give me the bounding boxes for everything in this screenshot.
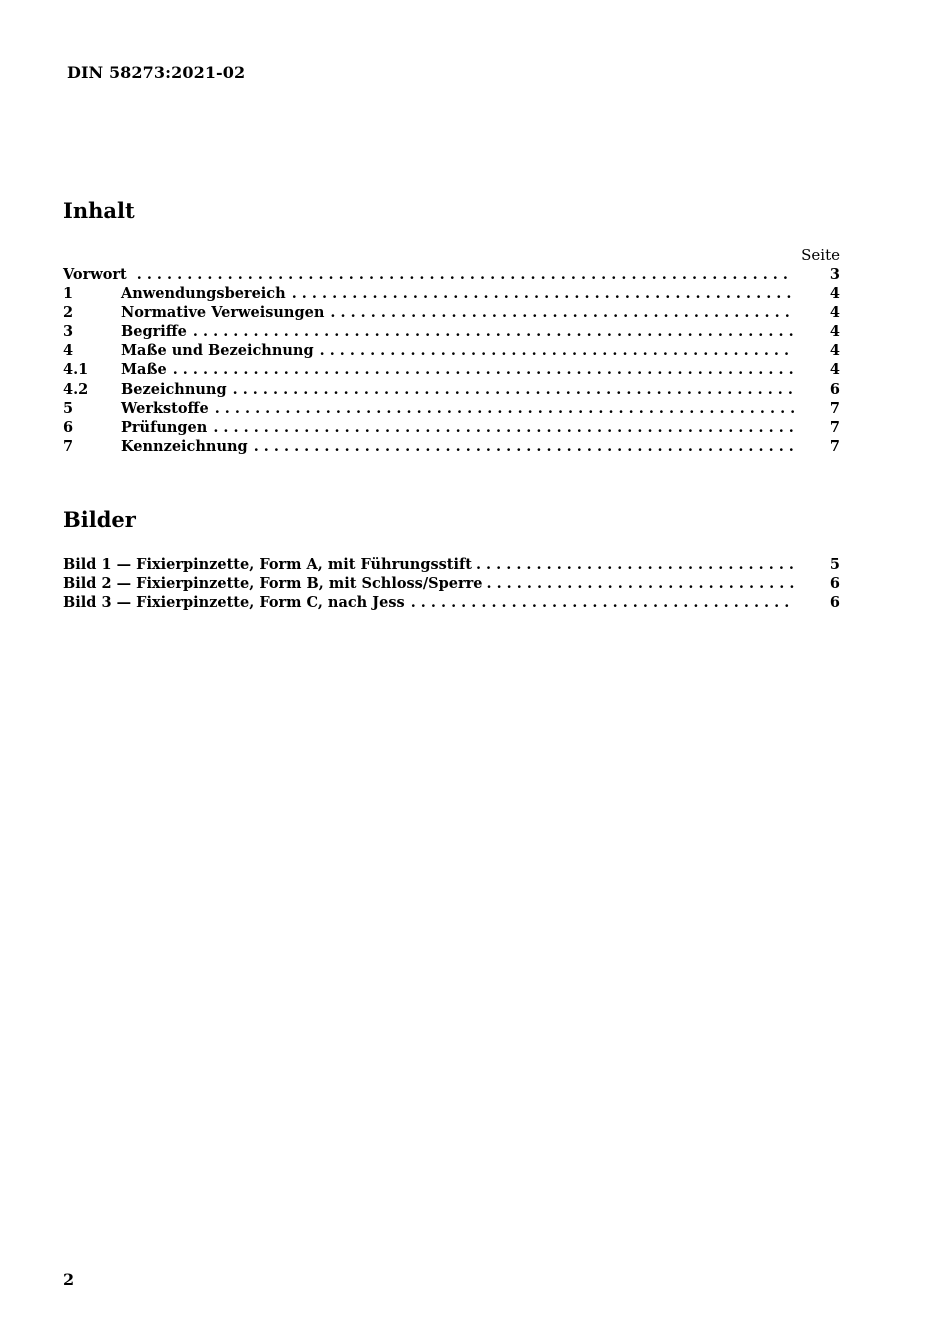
toc-leader-dots bbox=[330, 303, 794, 322]
toc-entry-page: 3 bbox=[829, 266, 840, 283]
toc-entry-page: 6 bbox=[829, 380, 840, 398]
toc-entry-title: Begriffe bbox=[121, 323, 187, 341]
figure-entry-page: 5 bbox=[829, 556, 840, 573]
toc-leader-dots bbox=[292, 284, 794, 303]
toc-entry[interactable] bbox=[63, 360, 840, 379]
toc-entry-title: Vorwort bbox=[63, 266, 127, 283]
toc-entry[interactable] bbox=[63, 399, 840, 418]
toc-leader-dots bbox=[320, 341, 794, 360]
contents-heading: Inhalt bbox=[63, 198, 135, 223]
toc-entry-title: Normative Verweisungen bbox=[121, 304, 325, 322]
toc-entry-page: 7 bbox=[829, 418, 840, 436]
toc-leader-dots bbox=[233, 380, 794, 399]
figure-entry-title: Bild 1 — Fixierpinzette, Form A, mit Führungsstift bbox=[63, 556, 472, 573]
toc-entry-title: Prüfungen bbox=[121, 418, 208, 436]
toc-entry-title: Kennzeichnung bbox=[121, 437, 248, 455]
toc-entry-number: 4.2 bbox=[63, 380, 89, 398]
toc-leader-dots bbox=[137, 265, 794, 284]
toc-leader-dots bbox=[213, 418, 794, 437]
toc-entry[interactable] bbox=[63, 322, 840, 341]
figure-entry[interactable] bbox=[63, 593, 840, 612]
toc-entry-number: 1 bbox=[63, 285, 74, 303]
toc-entry-number: 7 bbox=[63, 437, 74, 455]
toc-entry-page: 4 bbox=[829, 361, 840, 379]
figure-entry-title: Bild 2 — Fixierpinzette, Form B, mit Schloss/Sperre bbox=[63, 575, 483, 593]
toc-entry-title: Maße bbox=[121, 361, 167, 379]
toc-entry-number: 4.1 bbox=[63, 361, 89, 379]
toc-leader-dots bbox=[254, 437, 794, 456]
figure-entry[interactable] bbox=[63, 555, 840, 574]
toc-entry-title: Werkstoffe bbox=[121, 399, 209, 417]
list-of-figures bbox=[63, 555, 840, 612]
toc-leader-dots bbox=[486, 574, 794, 593]
page-number: 2 bbox=[63, 1270, 75, 1289]
toc-entry[interactable] bbox=[63, 341, 840, 360]
toc-entry-foreword[interactable] bbox=[63, 265, 840, 284]
toc-leader-dots bbox=[411, 593, 794, 612]
toc-entry[interactable] bbox=[63, 437, 840, 456]
toc-entry[interactable] bbox=[63, 303, 840, 322]
figure-entry-page: 6 bbox=[829, 594, 840, 612]
toc-entry-title: Anwendungsbereich bbox=[121, 285, 286, 303]
page-column-label: Seite bbox=[801, 246, 840, 264]
toc-entry-page: 4 bbox=[829, 342, 840, 360]
toc-leader-dots bbox=[193, 322, 794, 341]
table-of-contents bbox=[63, 265, 840, 456]
toc-entry-page: 4 bbox=[829, 285, 840, 303]
toc-entry-number: 2 bbox=[63, 304, 74, 322]
document-id: DIN 58273:2021-02 bbox=[67, 63, 246, 82]
toc-entry-number: 3 bbox=[63, 323, 74, 341]
toc-entry[interactable] bbox=[63, 418, 840, 437]
toc-entry-page: 4 bbox=[829, 323, 840, 341]
figure-entry-title: Bild 3 — Fixierpinzette, Form C, nach Jess bbox=[63, 594, 405, 612]
toc-entry-number: 6 bbox=[63, 418, 74, 436]
figure-entry[interactable] bbox=[63, 574, 840, 593]
toc-leader-dots bbox=[476, 555, 794, 574]
toc-entry-title: Bezeichnung bbox=[121, 380, 227, 398]
toc-entry-page: 4 bbox=[829, 304, 840, 322]
figure-entry-page: 6 bbox=[829, 575, 840, 593]
toc-entry-page: 7 bbox=[829, 437, 840, 455]
toc-leader-dots bbox=[173, 360, 794, 379]
toc-entry[interactable] bbox=[63, 380, 840, 399]
toc-entry-number: 5 bbox=[63, 399, 74, 417]
figures-heading: Bilder bbox=[63, 507, 136, 532]
toc-entry-title: Maße und Bezeichnung bbox=[121, 342, 314, 360]
toc-entry[interactable] bbox=[63, 284, 840, 303]
toc-entry-number: 4 bbox=[63, 342, 74, 360]
toc-entry-page: 7 bbox=[829, 399, 840, 417]
toc-leader-dots bbox=[215, 399, 794, 418]
